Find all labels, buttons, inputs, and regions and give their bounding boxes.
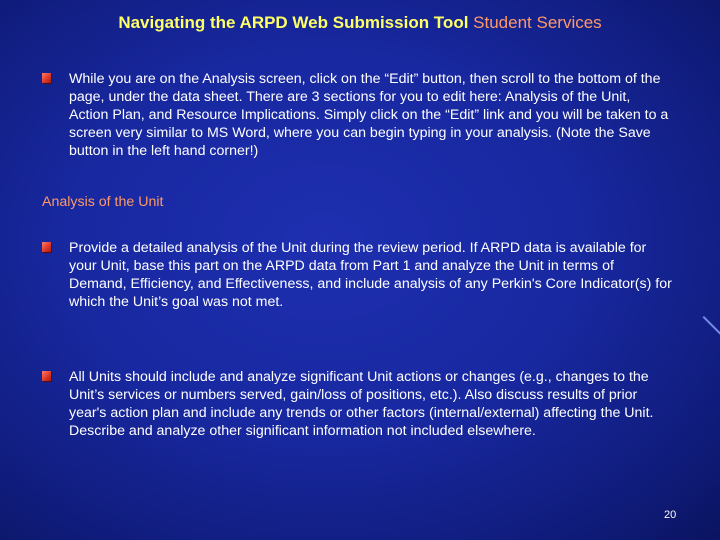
slide-title <box>0 13 720 33</box>
decorative-line <box>703 316 720 335</box>
bullet-text: Provide a detailed analysis of the Unit during the review period. If ARPD data is available for your Unit, base this part on the ARPD data from Part 1 and analyze the Unit in terms of Demand, Efficiency, and Effectiveness, and include analysis of any Perkin's Core Indicator(s) for which the Unit’s goal was not met. <box>69 240 672 310</box>
bullet-item-edit-instructions <box>42 70 672 160</box>
section-heading: Analysis of the Unit <box>42 194 164 210</box>
bullet-icon <box>42 73 51 83</box>
bullet-icon <box>42 371 51 381</box>
slide-title-sub: Student Services <box>473 13 602 32</box>
bullet-item-detailed-analysis <box>42 239 672 311</box>
bullet-item-unit-actions <box>42 368 672 440</box>
bullet-icon <box>42 242 51 252</box>
page-number: 20 <box>664 509 677 521</box>
bullet-text: All Units should include and analyze significant Unit actions or changes (e.g., changes to the Unit’s services or numbers served, gain/loss of positions, etc.). Also discuss results of prior year's action plan and include any trends or other factors (internal/external) affecting the Unit. Describe and analyze other significant information not included elsewhere. <box>69 369 654 439</box>
slide-title-main: Navigating the ARPD Web Submission Tool <box>118 13 469 32</box>
bullet-text: While you are on the Analysis screen, click on the “Edit” button, then scroll to the bottom of the page, under the data sheet. There are 3 sections for you to edit here: Analysis of the Unit, Action Plan, and Resource Implications. Simply click on the “Edit” link and you will be taken to a screen very similar to MS Word, where you can begin typing in your analysis. (Note the Save button in the left hand corner!) <box>69 71 669 159</box>
